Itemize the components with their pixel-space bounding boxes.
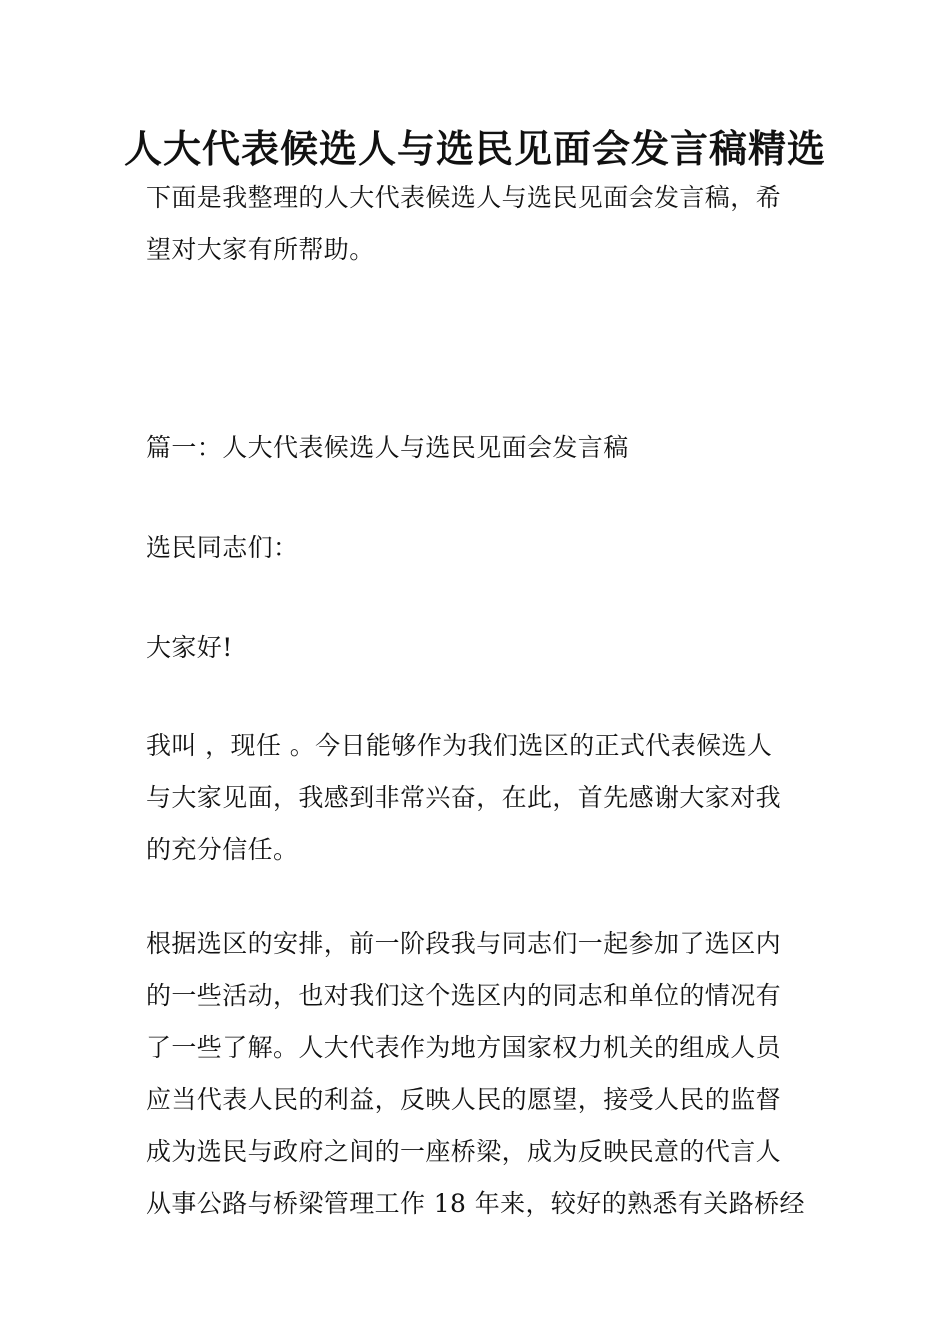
document-title: 人大代表候选人与选民见面会发言稿精选 xyxy=(123,127,826,171)
text-line: 的充分信任。 xyxy=(146,835,299,864)
intro-paragraph xyxy=(146,172,810,276)
text-line: 下面是我整理的人大代表候选人与选民见面会发言稿，希 xyxy=(146,183,782,212)
text-line: 的一些活动，也对我们这个选区内的同志和单位的情况有 xyxy=(146,981,782,1010)
greeting: 大家好! xyxy=(146,633,233,662)
salutation: 选民同志们： xyxy=(146,533,299,562)
text-line: 了一些了解。人大代表作为地方国家权力机关的组成人员 xyxy=(146,1033,782,1062)
text-line: 根据选区的安排，前一阶段我与同志们一起参加了选区内 xyxy=(146,929,782,958)
text-line: 应当代表人民的利益，反映人民的愿望，接受人民的监督 xyxy=(146,1085,782,1114)
text-line: 望对大家有所帮助。 xyxy=(146,235,375,264)
text-line: 与大家见面，我感到非常兴奋，在此，首先感谢大家对我 xyxy=(146,783,782,812)
body-paragraph-2 xyxy=(146,918,810,1230)
body-paragraph-1 xyxy=(146,720,810,876)
section-heading: 篇一：人大代表候选人与选民见面会发言稿 xyxy=(146,433,629,462)
text-line: 从事公路与桥梁管理工作 18 年来，较好的熟悉有关路桥经 xyxy=(146,1189,805,1218)
text-line: 我叫 ，现任 。今日能够作为我们选区的正式代表候选人 xyxy=(146,731,773,760)
text-line: 成为选民与政府之间的一座桥梁，成为反映民意的代言人 xyxy=(146,1137,782,1166)
